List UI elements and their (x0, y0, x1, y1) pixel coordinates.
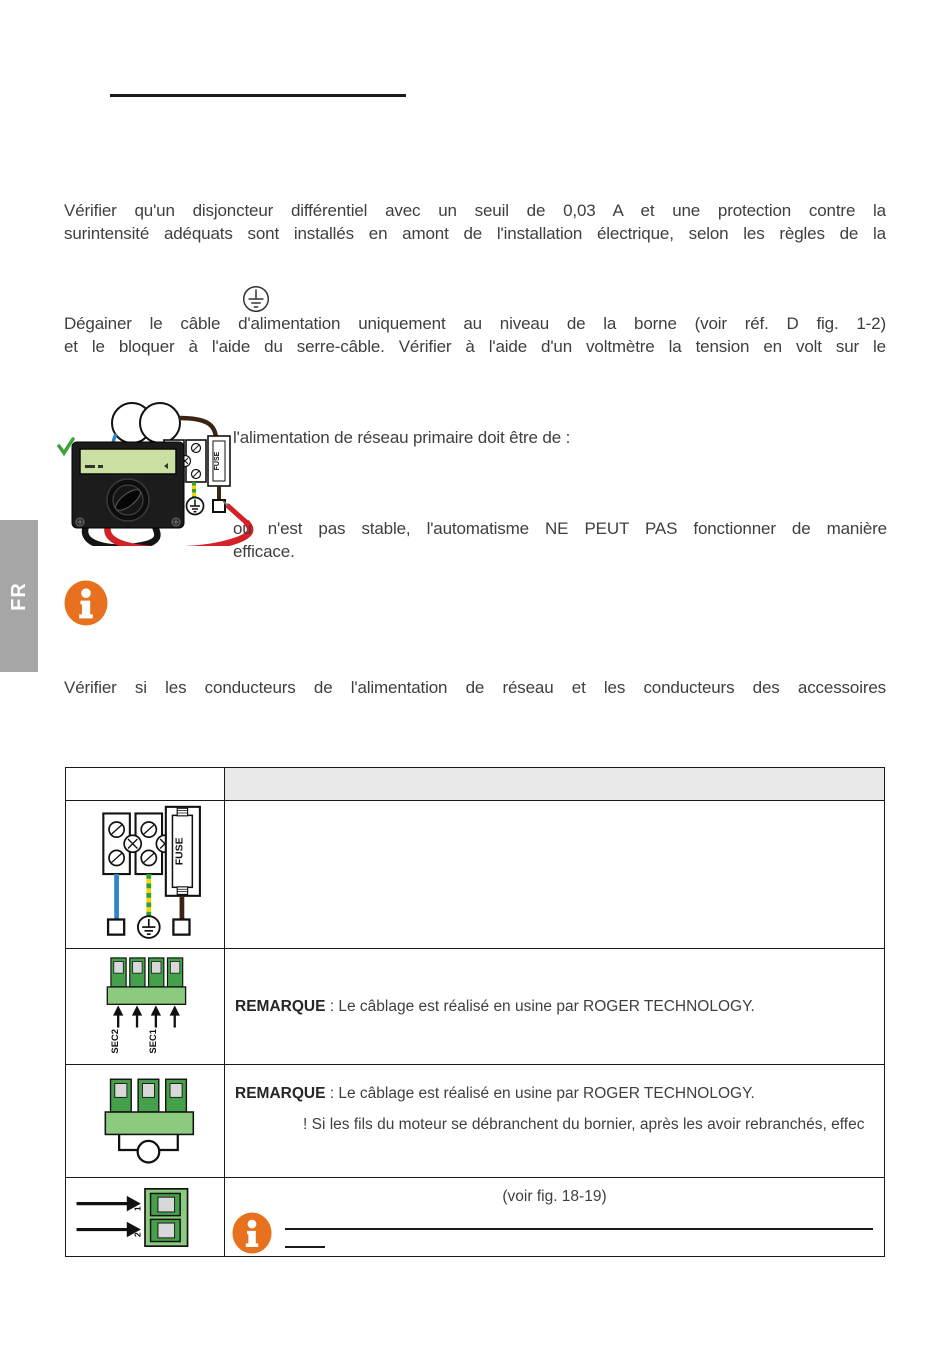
paragraph-check-conductors: Vérifier si les conducteurs de l'alimentation de réseau et les conducteurs des accessoires (64, 678, 886, 697)
terminal-1-label: 1 (132, 1205, 143, 1211)
table-header-row (66, 768, 884, 800)
blank-fill-line (285, 1228, 873, 1230)
note-text: : Le câblage est réalisé en usine par ROGER TECHNOLOGY. (325, 997, 755, 1015)
language-tab-label: FR (7, 581, 30, 611)
sec-terminal-illustration (66, 949, 225, 1064)
table-cell-note (225, 801, 884, 948)
sec1-label: SEC1 (146, 1028, 158, 1054)
power-terminal-fuse-illustration (66, 801, 225, 948)
fuse-label: FUSE (174, 836, 186, 865)
paragraph-line: et le bloquer à l'aide du serre-câble. Vérifier à l'aide d'un voltmètre la tension en volt sur le (64, 337, 886, 356)
check-icon (59, 439, 73, 453)
table-cell-note (225, 1065, 884, 1177)
table-cell-note (225, 1178, 884, 1256)
paragraph-line: Dégainer le câble d'alimentation uniquement au niveau de la borne (voir réf. D fig. 1-2) (64, 314, 886, 333)
section-title-rule (110, 94, 406, 97)
blank-fill-line (285, 1246, 325, 1248)
multimeter (72, 442, 184, 528)
sec2-label: SEC2 (109, 1028, 121, 1054)
table-row (66, 800, 884, 948)
motor-symbol (138, 1140, 160, 1162)
fuse-label: FUSE (214, 451, 221, 471)
earth-ground-icon-small (187, 498, 204, 515)
two-pole-terminal-illustration (66, 1178, 225, 1256)
figure-reference: (voir fig. 18-19) (502, 1188, 607, 1205)
terminal-2-label: 2 (132, 1231, 143, 1237)
table-cell-note (225, 949, 884, 1064)
lcd-display (80, 449, 176, 474)
connections-table (65, 767, 885, 1257)
table-row (66, 1177, 884, 1256)
warning-text: ! Si les fils du moteur se débranchent du bornier, après les avoir rebranchés, effec (303, 1116, 865, 1133)
paragraph-not-stable (233, 517, 887, 563)
table-header-cell-right (225, 768, 884, 800)
table-header-cell-left (66, 768, 225, 800)
paragraph-strip-cable (64, 312, 886, 358)
note-label: REMARQUE (235, 997, 326, 1015)
paragraph-line: efficace. (233, 542, 295, 561)
table-row (66, 1064, 884, 1177)
earth-ground-icon (242, 285, 270, 313)
note-label: REMARQUE (235, 1085, 326, 1102)
paragraph-differential-breaker (64, 199, 886, 245)
note-text: : Le câblage est réalisé en usine par ROGER TECHNOLOGY. (325, 1085, 755, 1102)
table-row (66, 948, 884, 1064)
earth-ground-icon-small (138, 916, 160, 938)
paragraph-line: surintensité adéquats sont installés en amont de l'installation électrique, selon les règles de la (64, 224, 886, 243)
paragraph-primary-supply: l'alimentation de réseau primaire doit être de : (233, 428, 571, 447)
paragraph-line: Vérifier qu'un disjoncteur différentiel avec un seuil de 0,03 A et une protection contre la (64, 201, 886, 220)
language-tab-fr (0, 520, 38, 672)
transformer-icon (112, 403, 180, 443)
info-icon (64, 580, 108, 626)
paragraph-line: ou n'est pas stable, l'automatisme NE PEUT PAS fonctionner de manière (233, 519, 887, 538)
motor-terminal-illustration (66, 1065, 225, 1177)
info-icon (232, 1211, 272, 1255)
note-line (235, 1084, 884, 1104)
